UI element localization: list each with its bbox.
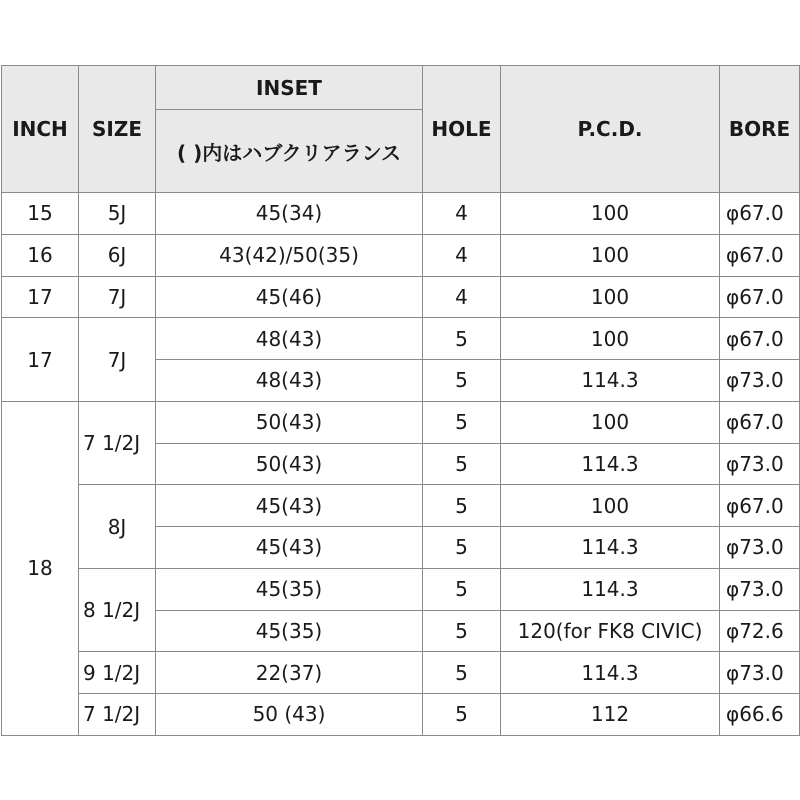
cell-pcd: 100 [501,193,720,235]
cell-inch: 15 [2,193,79,235]
cell-hole: 5 [423,694,501,736]
wheel-spec-table [1,65,800,736]
cell-hole: 5 [423,652,501,694]
cell-inset: 45(43) [156,485,423,527]
cell-hole: 4 [423,234,501,276]
cell-inset: 48(43) [156,318,423,360]
cell-size: 6J [79,234,156,276]
cell-hole: 5 [423,401,501,443]
cell-hole: 5 [423,485,501,527]
table-row [2,485,800,527]
table-row [2,694,800,736]
cell-bore: φ72.6 [720,610,800,652]
cell-inset: 45(34) [156,193,423,235]
cell-size: 8 1/2J [79,568,156,652]
cell-inset: 45(43) [156,527,423,569]
cell-inset: 45(35) [156,610,423,652]
cell-bore: φ67.0 [720,485,800,527]
cell-pcd: 112 [501,694,720,736]
cell-hole: 5 [423,318,501,360]
cell-pcd: 114.3 [501,360,720,402]
cell-bore: φ73.0 [720,527,800,569]
cell-inch: 18 [2,401,79,735]
cell-inset: 45(46) [156,276,423,318]
cell-hole: 5 [423,527,501,569]
cell-hole: 5 [423,443,501,485]
cell-pcd: 114.3 [501,443,720,485]
table-row [2,568,800,610]
table-row [2,652,800,694]
cell-bore: φ67.0 [720,318,800,360]
table-row [2,401,800,443]
table-row [2,193,800,235]
cell-size: 9 1/2J [79,652,156,694]
cell-pcd: 120(for FK8 CIVIC) [501,610,720,652]
header-inset: INSET [156,66,423,110]
cell-pcd: 100 [501,276,720,318]
cell-inset: 45(35) [156,568,423,610]
cell-inset: 48(43) [156,360,423,402]
cell-inset: 50(43) [156,443,423,485]
cell-hole: 4 [423,276,501,318]
cell-bore: φ67.0 [720,401,800,443]
cell-hole: 5 [423,360,501,402]
cell-pcd: 100 [501,234,720,276]
table-row [2,234,800,276]
cell-bore: φ67.0 [720,193,800,235]
cell-pcd: 100 [501,401,720,443]
cell-inch: 17 [2,276,79,318]
cell-size: 5J [79,193,156,235]
header-inch: INCH [2,66,79,193]
cell-pcd: 100 [501,318,720,360]
cell-bore: φ73.0 [720,568,800,610]
header-size: SIZE [79,66,156,193]
header-inset-note: ( )内はハブクリアランス [156,110,423,193]
cell-inch: 17 [2,318,79,402]
cell-hole: 5 [423,568,501,610]
cell-hole: 5 [423,610,501,652]
cell-pcd: 114.3 [501,652,720,694]
cell-size: 8J [79,485,156,569]
cell-pcd: 114.3 [501,527,720,569]
table-row [2,276,800,318]
cell-inch: 16 [2,234,79,276]
cell-bore: φ66.6 [720,694,800,736]
header-pcd: P.C.D. [501,66,720,193]
cell-size: 7J [79,318,156,402]
cell-bore: φ73.0 [720,652,800,694]
table-row [2,318,800,360]
cell-bore: φ73.0 [720,360,800,402]
cell-size: 7J [79,276,156,318]
header-hole: HOLE [423,66,501,193]
cell-hole: 4 [423,193,501,235]
cell-pcd: 114.3 [501,568,720,610]
cell-inset: 22(37) [156,652,423,694]
wheel-spec-table-wrapper [1,65,800,736]
cell-inset: 43(42)/50(35) [156,234,423,276]
cell-inset: 50(43) [156,401,423,443]
header-bore: BORE [720,66,800,193]
cell-bore: φ73.0 [720,443,800,485]
cell-inset: 50 (43) [156,694,423,736]
cell-bore: φ67.0 [720,234,800,276]
cell-size: 7 1/2J [79,694,156,736]
cell-pcd: 100 [501,485,720,527]
cell-bore: φ67.0 [720,276,800,318]
cell-size: 7 1/2J [79,401,156,485]
